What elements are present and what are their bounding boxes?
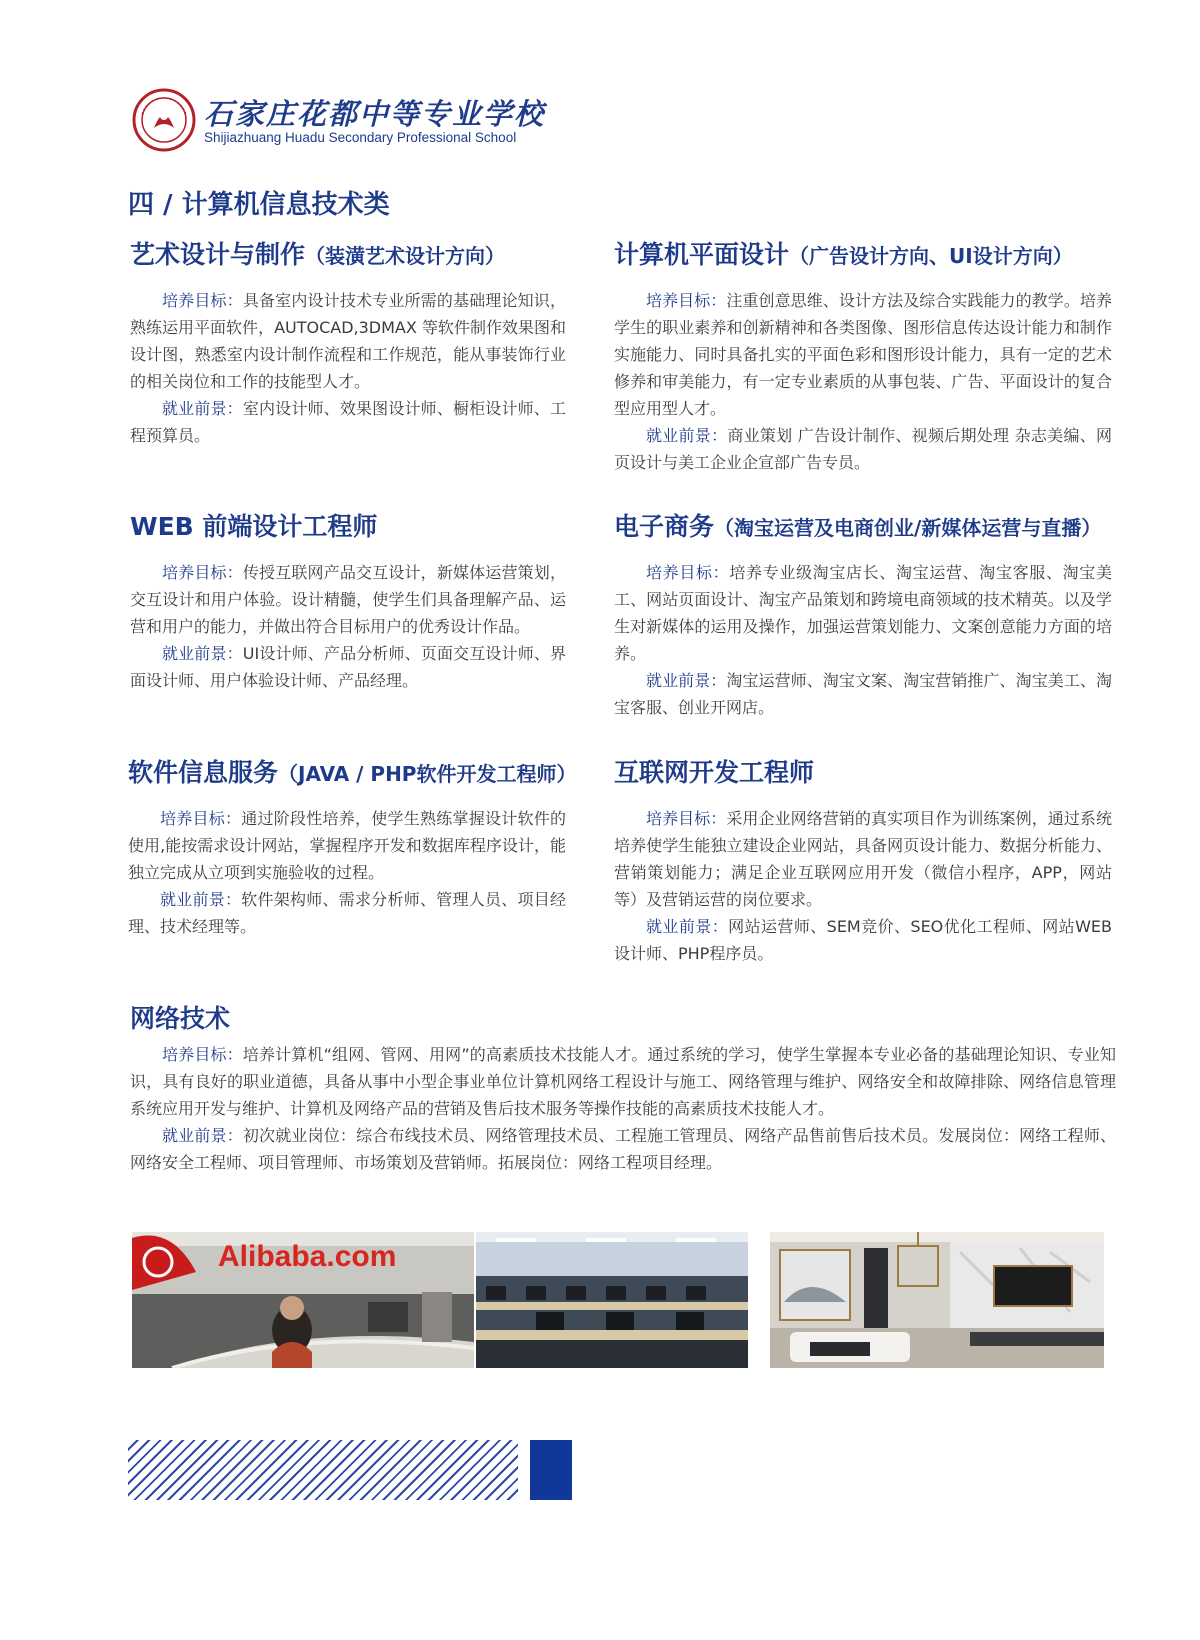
major-title-main: 电子商务	[614, 512, 715, 541]
goal-paragraph	[614, 287, 1112, 422]
career-label: 就业前景：	[160, 890, 242, 909]
major-web-frontend	[130, 510, 566, 694]
major-title	[130, 238, 566, 273]
career-paragraph	[614, 913, 1112, 967]
school-logo	[132, 88, 552, 158]
career-text: 初次就业岗位：综合布线技术员、网络管理技术员、工程施工管理员、网络产品售前售后技术员。发展岗位：网络工程师、网络安全工程师、项目管理师、市场策划及营销师。拓展岗位：网络工程项目经理。	[130, 1126, 1116, 1172]
school-name-cn: 石家庄花都中等专业学校	[204, 97, 546, 131]
goal-label: 培养目标：	[646, 291, 727, 310]
goal-paragraph	[130, 559, 566, 640]
major-ecommerce	[614, 510, 1112, 721]
major-title-main: 互联网开发工程师	[614, 758, 815, 787]
career-label: 就业前景：	[162, 644, 243, 663]
computer-lab-image	[476, 1232, 748, 1368]
goal-text: 传授互联网产品交互设计，新媒体运营策划，交互设计和用户体验。设计精髓，使学生们具备理解产品、运营和用户的能力，并做出符合目标用户的优秀设计作品。	[130, 563, 566, 636]
major-title-main: 软件信息服务	[128, 758, 279, 787]
goal-paragraph	[130, 287, 566, 395]
goal-label: 培养目标：	[162, 563, 243, 582]
major-title	[614, 756, 1112, 791]
major-title	[614, 238, 1112, 273]
alibaba-sign: Alibaba.com	[218, 1240, 397, 1273]
career-label: 就业前景：	[646, 671, 727, 690]
goal-label: 培养目标：	[646, 809, 727, 828]
goal-label: 培养目标：	[646, 563, 730, 582]
major-title	[614, 510, 1112, 545]
career-text: 网站运营师、SEM竞价、SEO优化工程师、网站WEB设计师、PHP程序员。	[614, 917, 1112, 963]
photo-interior-design	[770, 1232, 1104, 1368]
major-software	[128, 756, 577, 940]
goal-paragraph	[614, 559, 1112, 667]
career-paragraph	[130, 640, 566, 694]
major-title-sub: （JAVA / PHP软件开发工程师）	[278, 762, 577, 786]
footer-stripes-decoration	[128, 1440, 518, 1500]
major-title-sub: （装潢艺术设计方向）	[305, 244, 506, 268]
major-title-main: 计算机平面设计	[614, 240, 790, 269]
major-art-design	[130, 238, 566, 449]
career-text: 软件架构师、需求分析师、管理人员、项目经理、技术经理等。	[128, 890, 566, 936]
goal-label: 培养目标：	[162, 1045, 243, 1064]
career-text: 室内设计师、效果图设计师、橱柜设计师、工程预算员。	[130, 399, 566, 445]
photo-alibaba-office	[132, 1232, 474, 1368]
major-title	[128, 756, 577, 791]
career-label: 就业前景：	[162, 399, 243, 418]
major-title-main: 艺术设计与制作	[130, 240, 306, 269]
section-title: 四 / 计算机信息技术类	[128, 190, 390, 220]
goal-label: 培养目标：	[160, 809, 242, 828]
school-name-en: Shijiazhuang Huadu Secondary Professional School	[204, 130, 517, 145]
goal-text: 通过阶段性培养，使学生熟练掌握设计软件的使用,能按需求设计网站，掌握程序开发和数据库程序设计，能独立完成从立项到实施验收的过程。	[128, 809, 566, 882]
major-title-sub: （广告设计方向、UI设计方向）	[789, 244, 1073, 268]
major-title-main: 网络技术	[130, 1004, 231, 1033]
photo-computer-lab	[476, 1232, 748, 1368]
career-paragraph	[614, 422, 1112, 476]
footer-blue-block	[530, 1440, 572, 1500]
career-text: 淘宝运营师、淘宝文案、淘宝营销推广、淘宝美工、淘宝客服、创业开网店。	[614, 671, 1112, 717]
interior-design-image	[770, 1232, 1104, 1368]
goal-text: 注重创意思维、设计方法及综合实践能力的教学。培养学生的职业素养和创新精神和各类图像、图形信息传达设计能力和制作实施能力、同时具备扎实的平面色彩和图形设计能力，具有一定的艺术修养和审美能力，有一定专业素质的从事包装、广告、平面设计的复合型应用型人才。	[614, 291, 1112, 418]
major-title-sub: （淘宝运营及电商创业/新媒体运营与直播）	[714, 516, 1102, 540]
major-title	[130, 510, 566, 545]
goal-text: 培养专业级淘宝店长、淘宝运营、淘宝客服、淘宝美工、网站页面设计、淘宝产品策划和跨境电商领域的技术精英。以及学生对新媒体的运用及操作，加强运营策划能力、文案创意能力方面的培养。	[614, 563, 1112, 663]
goal-paragraph	[614, 805, 1112, 913]
goal-text: 具备室内设计技术专业所需的基础理论知识，熟练运用平面软件，AUTOCAD,3DMAX 等软件制作效果图和设计图，熟悉室内设计制作流程和工作规范，能从事装饰行业的相关岗位和工作的技能型人才。	[130, 291, 566, 391]
goal-text: 培养计算机“组网、管网、用网”的高素质技术技能人才。通过系统的学习，使学生掌握本专业必备的基础理论知识、专业知识，具有良好的职业道德，具备从事中小型企事业单位计算机网络工程设计与施工、网络管理与维护、网络安全和故障排除、网络信息管理系统应用开发与维护、计算机及网络产品的营销及售后技术服务等操作技能的高素质技术技能人才。	[130, 1045, 1116, 1118]
major-internet-dev	[614, 756, 1112, 967]
career-paragraph	[128, 886, 566, 940]
career-paragraph	[614, 667, 1112, 721]
major-title-main: WEB 前端设计工程师	[130, 512, 378, 541]
major-network-tech	[130, 1002, 1116, 1176]
career-paragraph	[130, 395, 566, 449]
career-text: 商业策划 广告设计制作、视频后期处理 杂志美编、网页设计与美工企业企宣部广告专员。	[614, 426, 1112, 472]
career-label: 就业前景：	[162, 1126, 243, 1145]
major-title	[130, 1002, 1116, 1037]
career-label: 就业前景：	[646, 426, 728, 445]
school-seal-icon	[132, 88, 196, 152]
goal-paragraph	[130, 1041, 1116, 1122]
alibaba-office-image	[132, 1232, 474, 1368]
career-label: 就业前景：	[646, 917, 729, 936]
goal-label: 培养目标：	[162, 291, 243, 310]
major-graphic-design	[614, 238, 1112, 476]
goal-paragraph	[128, 805, 566, 886]
career-paragraph	[130, 1122, 1116, 1176]
career-text: UI设计师、产品分析师、页面交互设计师、界面设计师、用户体验设计师、产品经理。	[130, 644, 566, 690]
goal-text: 采用企业网络营销的真实项目作为训练案例，通过系统培养使学生能独立建设企业网站，具备网页设计能力、数据分析能力、营销策划能力；满足企业互联网应用开发（微信小程序，APP，网站等）及营销运营的岗位要求。	[614, 809, 1112, 909]
